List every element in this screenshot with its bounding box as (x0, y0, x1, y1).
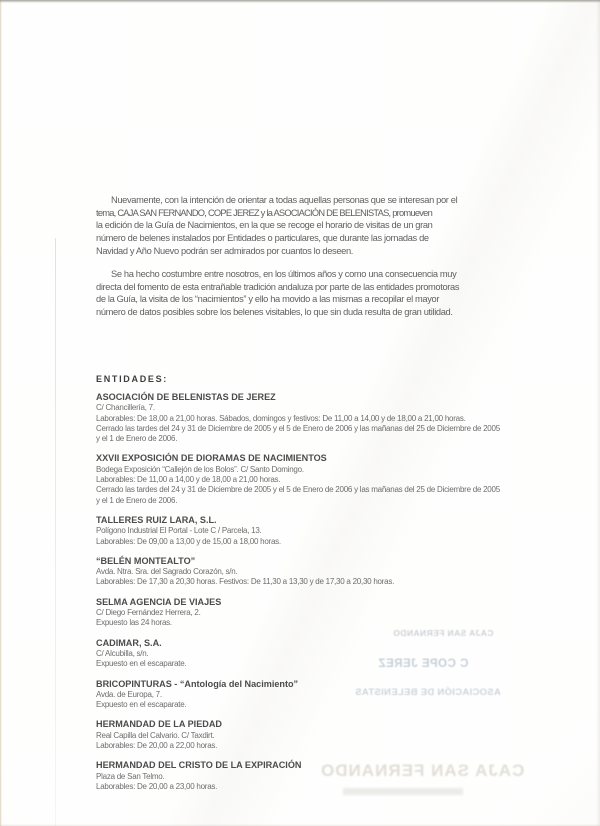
entity-name: CADIMAR, S.A. (96, 637, 162, 648)
intro-paragraph-1 (96, 194, 494, 257)
paragraph-line: número de belenes instalados por Entidades o particulares, que durante las jornadas de (96, 233, 429, 244)
entity-detail-line: Cerrado las tardes del 24 y 31 de Diciembre de 2005 y el 5 de Enero de 2006 y las mañanas del 25 de Diciembre de 2005 (96, 485, 500, 495)
entity-detail-line: Laborables: De 11,00 a 14,00 y de 18,00 a 21,00 horas. (96, 475, 281, 485)
entity-block-hermandad-piedad (96, 719, 500, 751)
entity-name: TALLERES RUIZ LARA, S.L. (96, 514, 217, 525)
entity-detail-line: Expuesto las 24 horas. (96, 618, 172, 628)
entity-detail-line: Laborables: De 18,00 a 21,00 horas. Sábados, domingos y festivos: De 11,00 a 14,00 y de 18,00 a 21,00 horas. (96, 413, 466, 423)
entity-name: BRICOPINTURAS - “Antología del Nacimiento” (96, 678, 299, 689)
bleedthrough-caja-san-fernando-large: CAJA SAN FERNANDO (320, 761, 525, 780)
entity-block-bricopinturas (96, 679, 500, 711)
entity-detail-line: Cerrado las tardes del 24 y 31 de Diciembre de 2005 y el 5 de Enero de 2006 y las mañanas del 25 de Diciembre de 2005 (96, 423, 500, 433)
entity-detail-line: Avda. Ntra. Sra. del Sagrado Corazón, s/n. (96, 567, 238, 577)
entity-name: HERMANDAD DEL CRISTO DE LA EXPIRACIÓN (96, 760, 302, 771)
entity-block-talleres-ruiz-lara (96, 515, 500, 547)
paragraph-line: Nuevamente, con la intención de orientar a todas aquellas personas que se interesan por el (111, 195, 458, 205)
paragraph-line: Navidad y Año Nuevo podrán ser admirados por cuantos lo deseen. (96, 245, 354, 256)
paragraph-line: Se ha hecho costumbre entre nosotros, en los últimos años y como una consecuencia muy (111, 269, 457, 279)
entity-block-hermandad-expiracion (96, 760, 500, 792)
paragraph-line: directa del fomento de esta entrañable tradición andaluza por parte de las entidades promotoras (96, 281, 460, 292)
entity-detail-line: Polígono Industrial El Portal - Lote C / Parcela, 13. (96, 526, 262, 536)
entity-detail-line: Expuesto en el escaparate. (96, 659, 187, 669)
entities-heading: ENTIDADES: (96, 374, 169, 384)
entity-detail-line: Expuesto en el escaparate. (96, 700, 187, 710)
entity-block-selma-agencia (96, 597, 500, 629)
entity-name: “BELÉN MONTEALTO” (96, 555, 196, 566)
entity-detail-line: Bodega Exposición “Callejón de los Bolos”. C/ Santo Domingo. (96, 464, 304, 474)
entity-detail-line: Plaza de San Telmo. (96, 771, 165, 781)
entity-block-belen-montealto (96, 556, 500, 588)
entity-detail-line: y el 1 de Enero de 2006. (96, 495, 178, 505)
paragraph-line: la edición de la Guía de Nacimientos, en la que se recoge el horario de visitas de un gran (96, 220, 433, 231)
entity-detail-line: Laborables: De 20,00 a 22,00 horas. (96, 741, 218, 751)
entity-detail-line: C/ Diego Fernández Herrera, 2. (96, 608, 201, 618)
entity-name: ASOCIACIÓN DE BELENISTAS DE JEREZ (96, 392, 276, 402)
entity-block-asociacion-belenistas (96, 392, 500, 444)
entity-detail-line: C/ Alcubilla, s/n. (96, 648, 149, 658)
entity-detail-line: Real Capilla del Calvario. C/ Taxdirt. (96, 730, 215, 740)
paragraph-line: número de datos posibles sobre los belenes visitables, lo que sin duda resulta de gran utilidad. (96, 307, 453, 318)
bleedthrough-asociacion-belenistas: ASOCIACIÓN DE BELENISTAS (355, 687, 501, 698)
bleedthrough-cope-jerez-logo: C COPE JEREZ (378, 658, 469, 670)
entities-list (96, 392, 500, 801)
paragraph-line: de la Guía, la visita de los “nacimientos” y ello ha movido a las mismas a recopilar el mayor (96, 294, 440, 305)
entity-detail-line: C/ Chancillería, 7. (96, 403, 155, 413)
bleedthrough-caja-san-fernando-small: CAJA SAN FERNANDO (393, 628, 494, 638)
entity-name: XXVII EXPOSICIÓN DE DIORAMAS DE NACIMIENTOS (96, 453, 327, 464)
entity-detail-line: Laborables: De 17,30 a 20,30 horas. Festivos: De 11,30 a 13,30 y de 17,30 a 20,30 horas. (96, 577, 395, 587)
paragraph-line: tema, CAJA SAN FERNANDO, COPE JEREZ y la ASOCIACIÓN DE BELENISTAS, promueven (96, 207, 432, 218)
entity-detail-line: y el 1 de Enero de 2006. (96, 434, 178, 444)
entity-detail-line: Laborables: De 09,00 a 13,00 y de 15,00 a 18,00 horas. (96, 536, 281, 546)
entity-block-cadimar (96, 638, 500, 670)
entity-name: SELMA AGENCIA DE VIAJES (96, 596, 222, 607)
paper-crease (55, 238, 56, 826)
entity-block-exposicion-dioramas (96, 453, 500, 505)
entity-detail-line: Avda. de Europa, 7. (96, 689, 162, 699)
entity-name: HERMANDAD DE LA PIEDAD (96, 719, 222, 730)
intro-paragraph-2 (96, 268, 494, 319)
entity-detail-line: Laborables: De 20,00 a 23,00 horas. (96, 781, 218, 791)
